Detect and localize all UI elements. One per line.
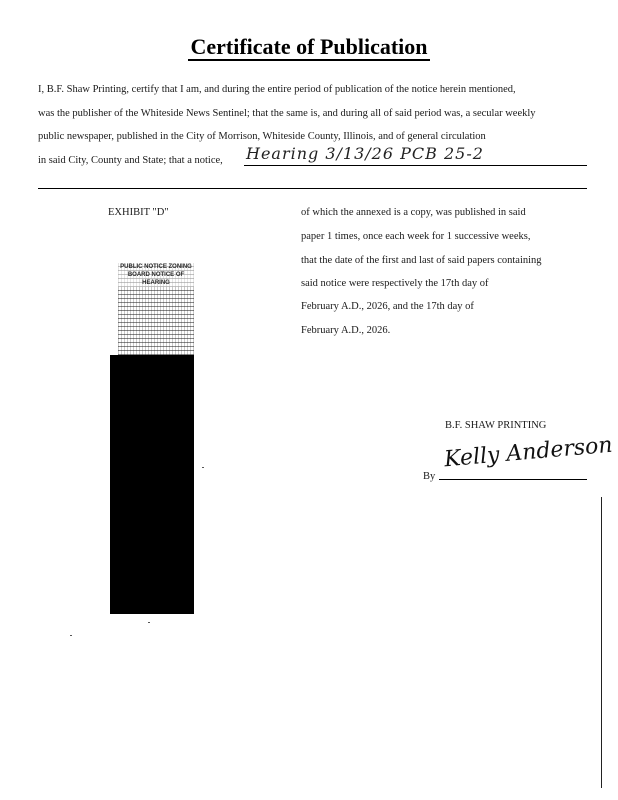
certification-line: public newspaper, published in the City of Morrison, Whiteside County, Illinois, and of general circulation xyxy=(38,131,486,142)
scan-edge-mark xyxy=(601,497,602,788)
signature-line xyxy=(439,479,587,480)
publication-line: paper 1 times, once each week for 1 successive weeks, xyxy=(301,231,531,242)
certification-line: was the publisher of the Whiteside News Sentinel; that the same is, and during all of said period was, a secular weekly xyxy=(38,108,536,119)
newspaper-clipping xyxy=(118,263,194,355)
certification-line: in said City, County and State; that a notice, xyxy=(38,155,223,166)
publication-line: February A.D., 2026. xyxy=(301,325,391,336)
publication-line: said notice were respectively the 17th day of xyxy=(301,278,489,289)
scan-speck xyxy=(148,622,150,623)
publication-line: of which the annexed is a copy, was published in said xyxy=(301,207,526,218)
title-text: Certificate of Publication xyxy=(190,34,428,59)
by-label: By xyxy=(423,471,436,482)
scan-speck xyxy=(202,467,204,468)
redaction-block xyxy=(110,355,194,614)
scan-speck xyxy=(70,635,72,636)
publication-line: that the date of the first and last of said papers containing xyxy=(301,255,542,266)
divider xyxy=(38,188,587,189)
page-title xyxy=(0,34,618,60)
handwritten-notice: Hearing 3/13/26 PCB 25-2 xyxy=(246,144,484,163)
signature: Kelly Anderson xyxy=(443,432,614,473)
publication-line: February A.D., 2026, and the 17th day of xyxy=(301,301,474,312)
company-name: B.F. SHAW PRINTING xyxy=(445,420,547,431)
notice-fill-line xyxy=(244,144,587,166)
clipping-heading: PUBLIC NOTICE ZONING BOARD NOTICE OF HEARING xyxy=(118,263,194,287)
exhibit-label: EXHIBIT "D" xyxy=(108,207,169,218)
certification-line: I, B.F. Shaw Printing, certify that I am, and during the entire period of publication of the notice herein mentioned, xyxy=(38,84,516,95)
